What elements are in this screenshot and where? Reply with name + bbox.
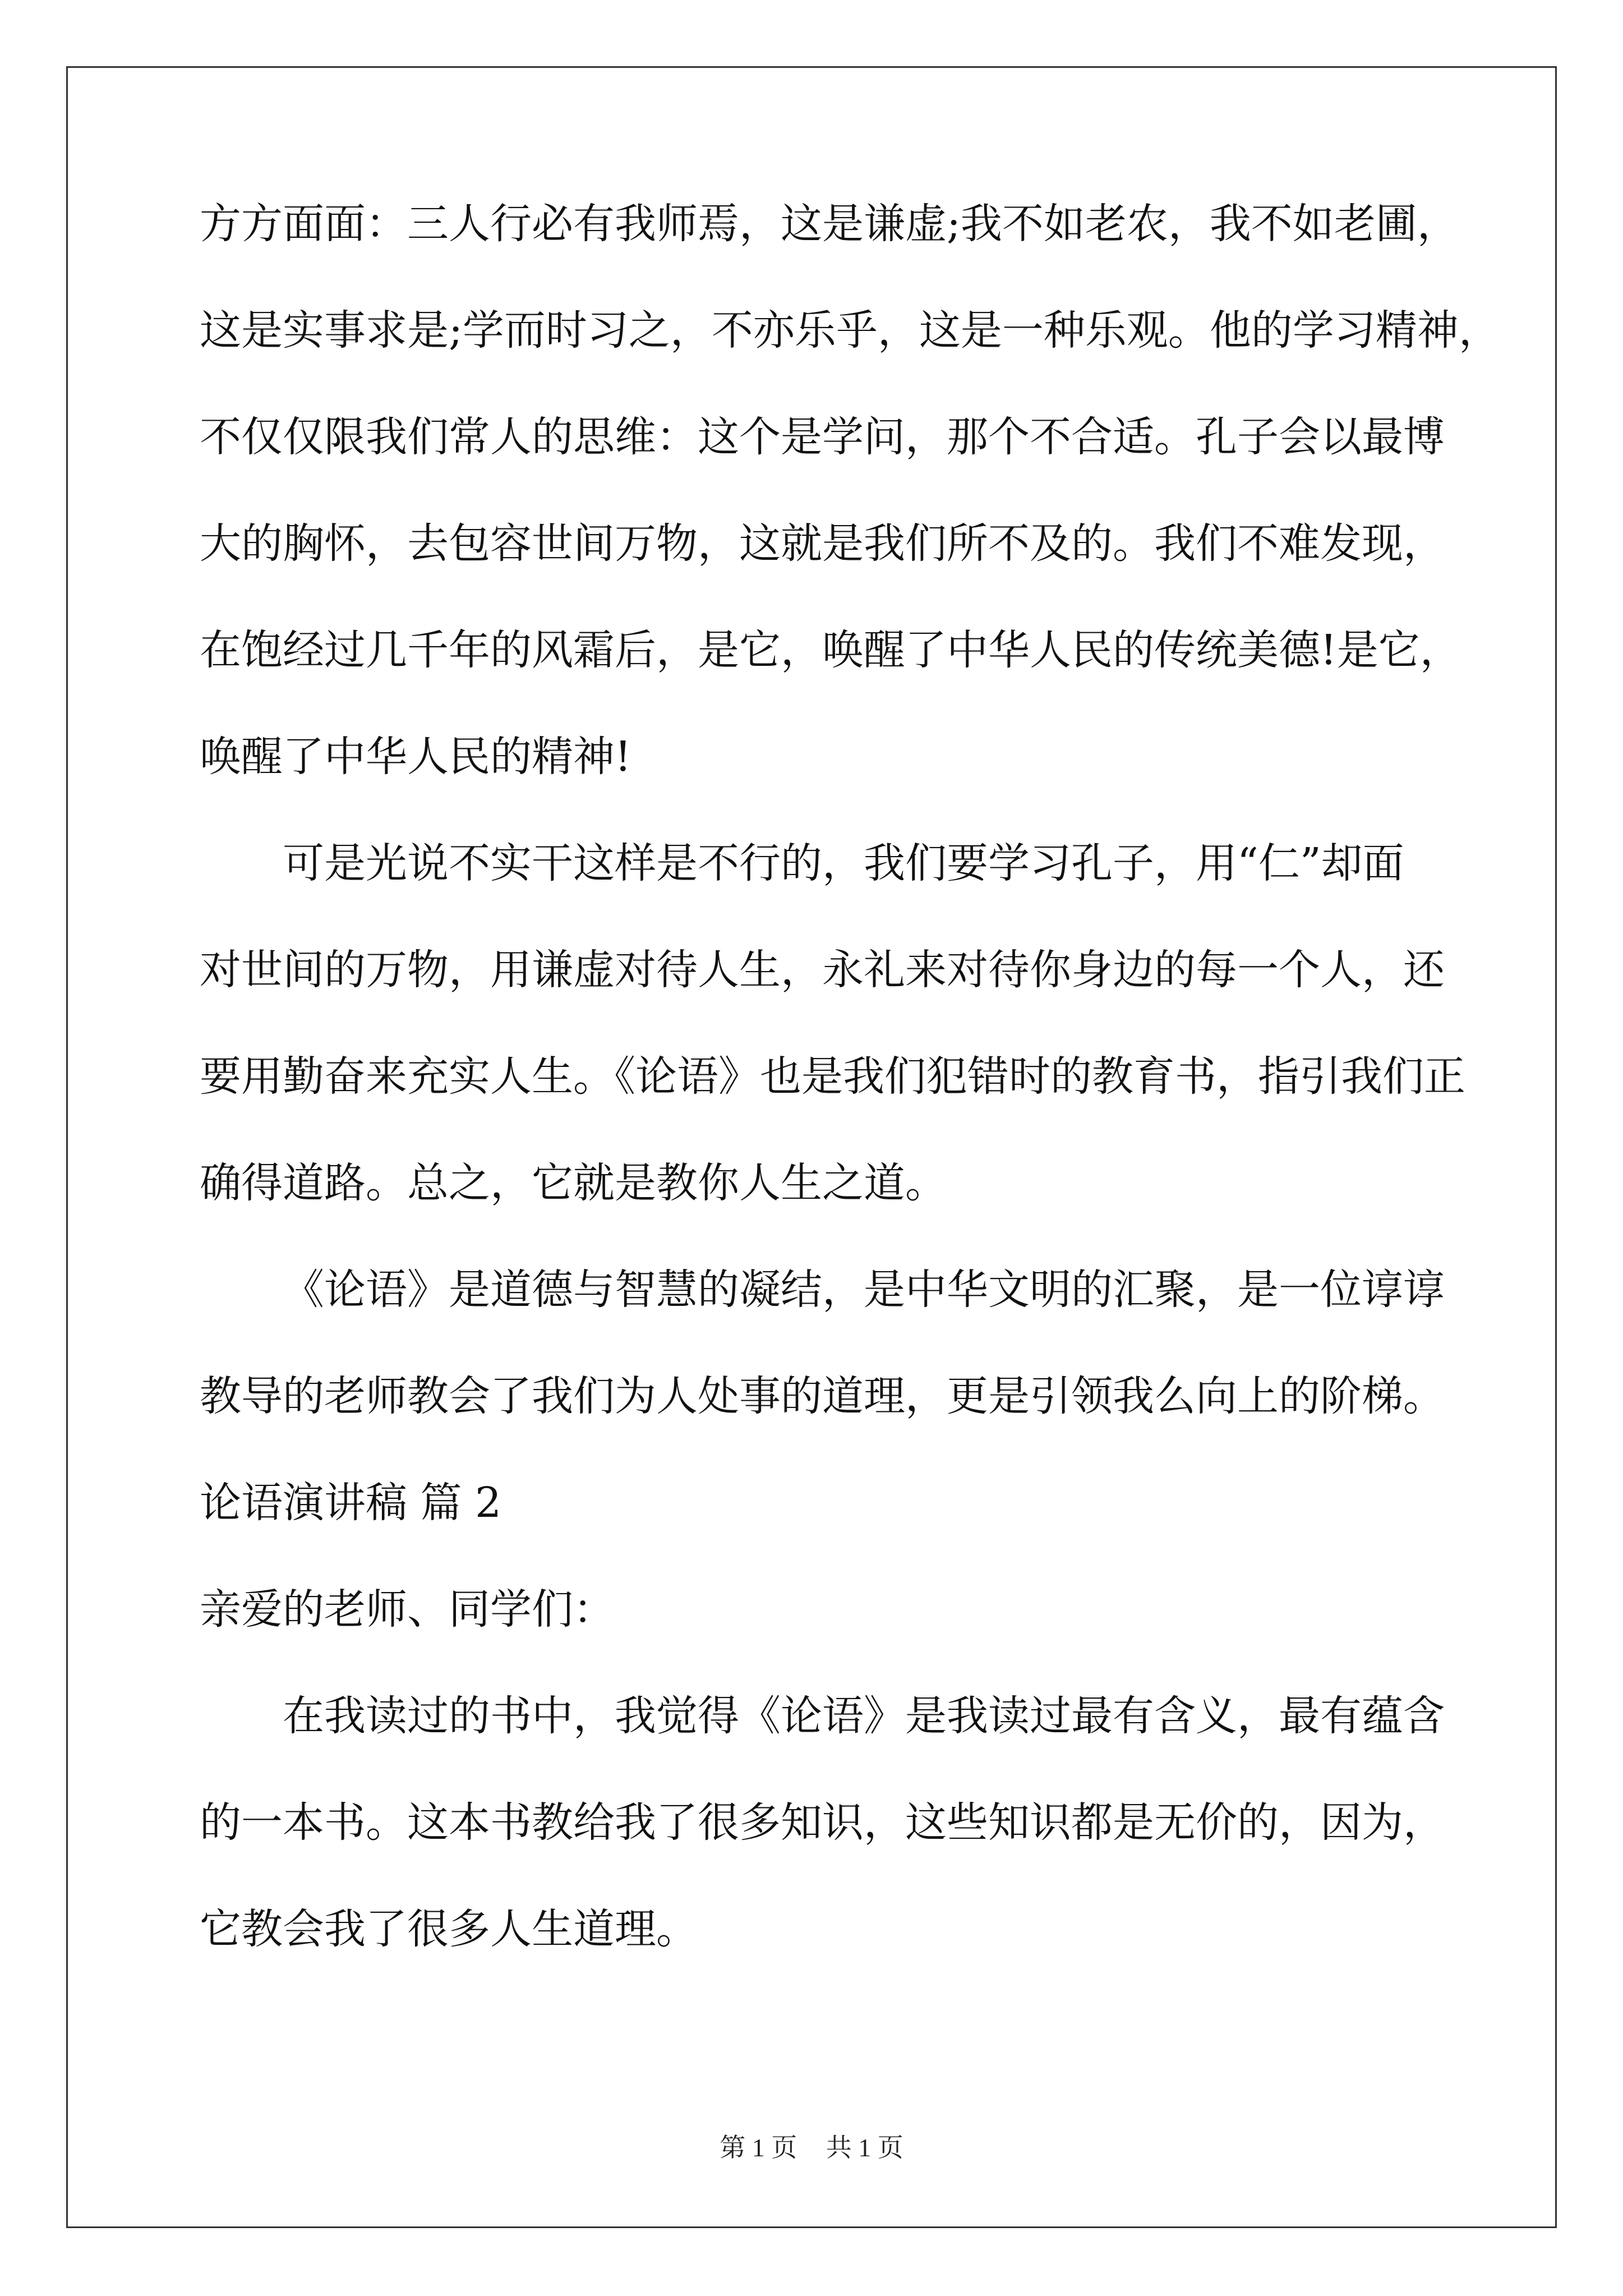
text-line: 《论语》是道德与智慧的凝结，是中华文明的汇聚，是一位谆谆 (283, 1266, 1445, 1314)
salutation: 亲爱的老师、同学们： (200, 1585, 615, 1634)
section-heading: 论语演讲稿 篇 2 (200, 1479, 502, 1527)
text-line: 确得道路。总之，它就是教你人生之道。 (200, 1159, 947, 1207)
text-line: 这是实事求是;学而时习之，不亦乐乎，这是一种乐观。他的学习精神， (200, 306, 1500, 355)
document-body (200, 200, 1500, 2015)
text-line: 的一本书。这本书教给我了很多知识，这些知识都是无价的，因为， (200, 1798, 1445, 1847)
text-line: 方方面面：三人行必有我师焉，这是谦虚;我不如老农，我不如老圃， (200, 200, 1459, 248)
text-line: 在饱经过几千年的风霜后，是它，唤醒了中华人民的传统美德!是它， (200, 626, 1461, 674)
text-line: 它教会我了很多人生道理。 (200, 1905, 698, 1953)
page-footer (0, 2134, 1623, 2162)
text-line: 不仅仅限我们常人的思维：这个是学问，那个不合适。孔子会以最博 (200, 413, 1445, 461)
text-line: 唤醒了中华人民的精神! (200, 733, 631, 781)
page-number-current: 第 1 页 (720, 2133, 797, 2162)
text-line: 要用勤奋来充实人生。《论语》也是我们犯错时的教育书，指引我们正 (200, 1052, 1465, 1101)
text-line: 对世间的万物，用谦虚对待人生，永礼来对待你身边的每一个人，还 (200, 946, 1445, 994)
page-number-total: 共 1 页 (826, 2133, 903, 2162)
text-line: 教导的老师教会了我们为人处事的道理，更是引领我么向上的阶梯。 (200, 1372, 1445, 1420)
text-line: 大的胸怀，去包容世间万物，这就是我们所不及的。我们不难发现， (200, 519, 1445, 568)
text-line: 在我读过的书中，我觉得《论语》是我读过最有含义，最有蕴含 (283, 1692, 1445, 1740)
text-line: 可是光说不实干这样是不行的，我们要学习孔子，用“仁”却面 (283, 839, 1404, 887)
